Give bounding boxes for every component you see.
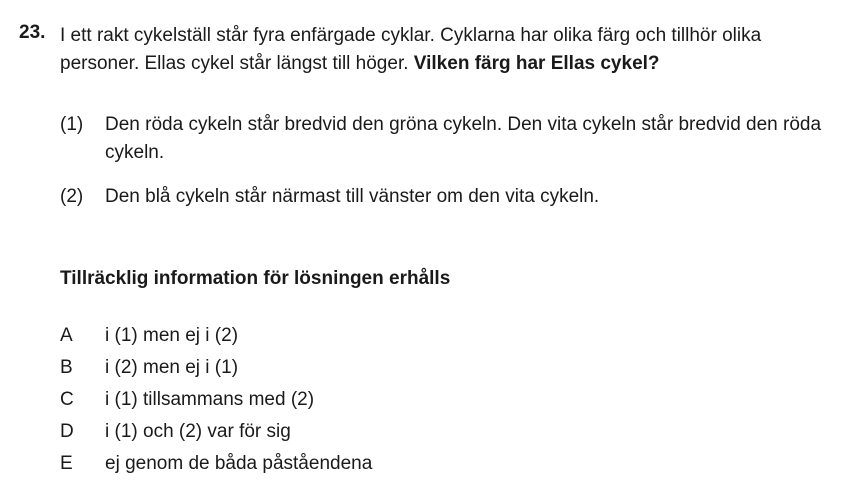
option-a[interactable] <box>60 321 660 353</box>
question-text <box>60 22 845 78</box>
option-c[interactable] <box>60 385 660 417</box>
statement-2-text: Den blå cykeln står närmast till vänster om den vita cykeln. <box>105 186 600 207</box>
option-b-letter: B <box>60 357 73 378</box>
option-a-text: i (1) men ej i (2) <box>105 325 239 346</box>
option-c-letter: C <box>60 389 74 410</box>
option-d-text: i (1) och (2) var för sig <box>105 421 291 442</box>
option-e-letter: E <box>60 453 73 474</box>
sufficiency-heading: Tillräcklig information för lösningen erhålls <box>60 268 451 289</box>
statement-2-number: (2) <box>60 186 84 207</box>
option-b[interactable] <box>60 353 660 385</box>
statement-2 <box>60 183 840 213</box>
option-a-letter: A <box>60 325 73 346</box>
question-number: 23. <box>19 22 46 43</box>
option-c-text: i (1) tillsammans med (2) <box>105 389 315 410</box>
statement-1-text: Den röda cykeln står bredvid den gröna cykeln. Den vita cykeln står bredvid den röda cykeln. <box>105 114 822 163</box>
option-d-letter: D <box>60 421 74 442</box>
answer-options <box>60 321 660 481</box>
statement-1-number: (1) <box>60 114 84 135</box>
option-d[interactable] <box>60 417 660 449</box>
question-body: I ett rakt cykelställ står fyra enfärgade cyklar. Cyklarna har olika färg och tillhör olika personer. Ellas cykel står längst till höger. <box>60 25 762 74</box>
option-e[interactable] <box>60 449 660 481</box>
question-prompt: Vilken färg har Ellas cykel? <box>413 53 660 74</box>
option-e-text: ej genom de båda påståendena <box>105 453 373 474</box>
statement-1 <box>60 111 840 171</box>
option-b-text: i (2) men ej i (1) <box>105 357 239 378</box>
